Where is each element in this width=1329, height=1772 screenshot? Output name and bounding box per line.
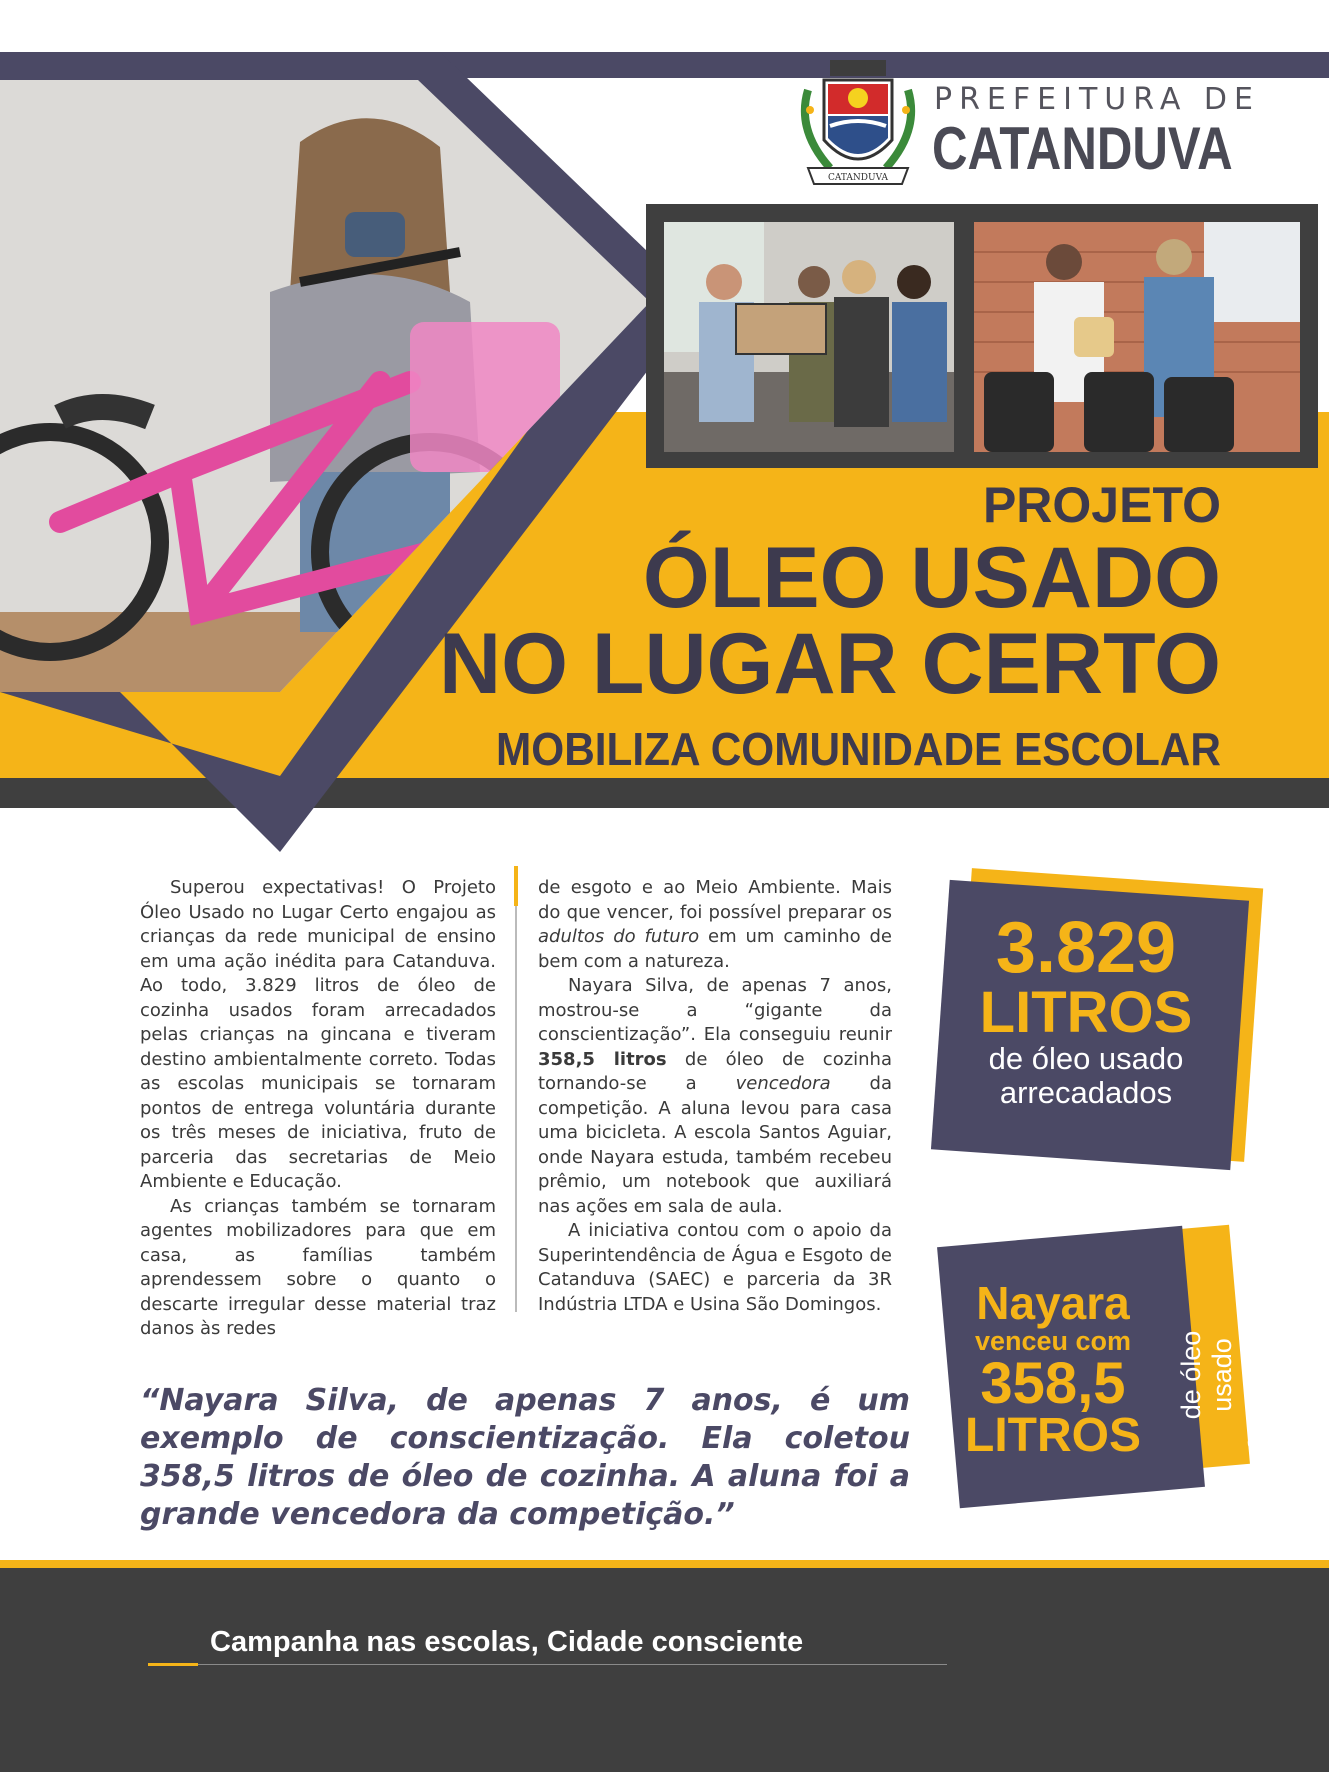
column-divider-accent — [514, 866, 518, 906]
title-line-1: ÓLEO USADO — [642, 530, 1221, 626]
paragraph: As crianças também se tornaram agentes mobilizadores para que em casa, as famílias também aprendessem sobre o quanto o descarte irregular desse material traz danos às redes — [140, 1195, 496, 1339]
footer-rule — [190, 1664, 947, 1665]
page-title — [439, 530, 1221, 712]
oil-container — [984, 372, 1054, 452]
face-mask — [345, 212, 405, 257]
column-divider — [515, 868, 517, 1312]
stat2-side-label — [1176, 1298, 1268, 1452]
stat1-unit: LITROS — [979, 980, 1193, 1045]
text-run: em um caminho de bem com a natureza. — [538, 926, 892, 972]
emphasis: adultos do futuro — [538, 926, 700, 947]
stat1-number: 3.829 — [995, 908, 1177, 988]
text-run: da competição. A aluna levou para casa uma bicicleta. A escola Santos Aguiar, onde Nayara estuda, também recebeu prêmio, um notebook que auxiliará nas ações em sala de aula. — [538, 1073, 892, 1217]
logo-line-2: CATANDUVA — [932, 115, 1233, 182]
footer-accent-bar — [0, 1560, 1329, 1568]
stat2-line2: venceu com — [974, 1326, 1132, 1356]
coat-label: CATANDUVA — [828, 173, 888, 183]
stat1-desc-2: arrecadados — [999, 1075, 1173, 1110]
emphasis: vencedora — [735, 1073, 831, 1094]
title-line-2: NO LUGAR CERTO — [439, 616, 1221, 712]
title-subtitle: MOBILIZA COMUNIDADE ESCOLAR — [496, 723, 1221, 775]
pull-quote: “Nayara Silva, de apenas 7 anos, é um exemplo de conscientização. Ela coletou 358,5 litros de óleo de cozinha. A aluna foi a grande vencedora da competição.” — [140, 1383, 910, 1532]
article-column-2 — [538, 876, 892, 1317]
paragraph: A iniciativa contou com o apoio da Superintendência de Água e Esgoto de Catanduva (SAEC) e parceria da 3R Indústria LTDA e Usina São Domingos. — [538, 1220, 892, 1315]
stat2-content — [958, 1277, 1148, 1462]
stat1-content — [960, 908, 1212, 1110]
article-column-1 — [140, 876, 496, 1342]
logo-line-1: PREFEITURA DE — [934, 82, 1260, 117]
footer-tagline: Campanha nas escolas, Cidade consciente — [210, 1626, 804, 1658]
text-run: de esgoto e ao Meio Ambiente. Mais do que vencer, foi possível preparar os — [538, 877, 892, 923]
paragraph: Superou expectativas! O Projeto Óleo Usado no Lugar Certo engajou as crianças da rede municipal de ensino em uma ação inédita para Catanduva. Ao todo, 3.829 litros de óleo de cozinha usados foram arrecadados pelas crianças na gincana e tiveram destino ambientalmente correto. Todas as escolas municipais se tornaram pontos de entrega voluntária durante os três meses de iniciativa, fruto de parceria das secretarias de Meio Ambiente e Educação. — [140, 877, 496, 1192]
footer — [0, 1568, 1329, 1772]
paragraph — [538, 876, 892, 974]
notebook-box — [736, 304, 826, 354]
photo-delivery — [664, 222, 954, 452]
stat1-desc-1: de óleo usado — [988, 1041, 1184, 1076]
stat2-unit: LITROS — [965, 1409, 1141, 1462]
footer-rule-accent — [148, 1663, 198, 1666]
bike-seat — [60, 407, 150, 417]
title-kicker: PROJETO — [982, 477, 1221, 533]
text-run: Nayara Silva, de apenas 7 anos, mostrou-se a “gigante da conscientização”. Ela conseguiu reunir — [538, 975, 892, 1045]
paragraph — [538, 974, 892, 1219]
text-run: de óleo de cozinha tornando-se a — [538, 1048, 892, 1094]
photo-oil-collection — [974, 222, 1300, 452]
stat2-side-1: de óleo usado — [1176, 1330, 1237, 1420]
stat2-number: 358,5 — [980, 1351, 1126, 1416]
bold-run: 358,5 litros — [538, 1048, 667, 1070]
coat-of-arms-logo — [790, 60, 926, 200]
stat2-side-2: arrecadados — [1238, 1299, 1268, 1451]
stat2-name: Nayara — [976, 1277, 1130, 1329]
